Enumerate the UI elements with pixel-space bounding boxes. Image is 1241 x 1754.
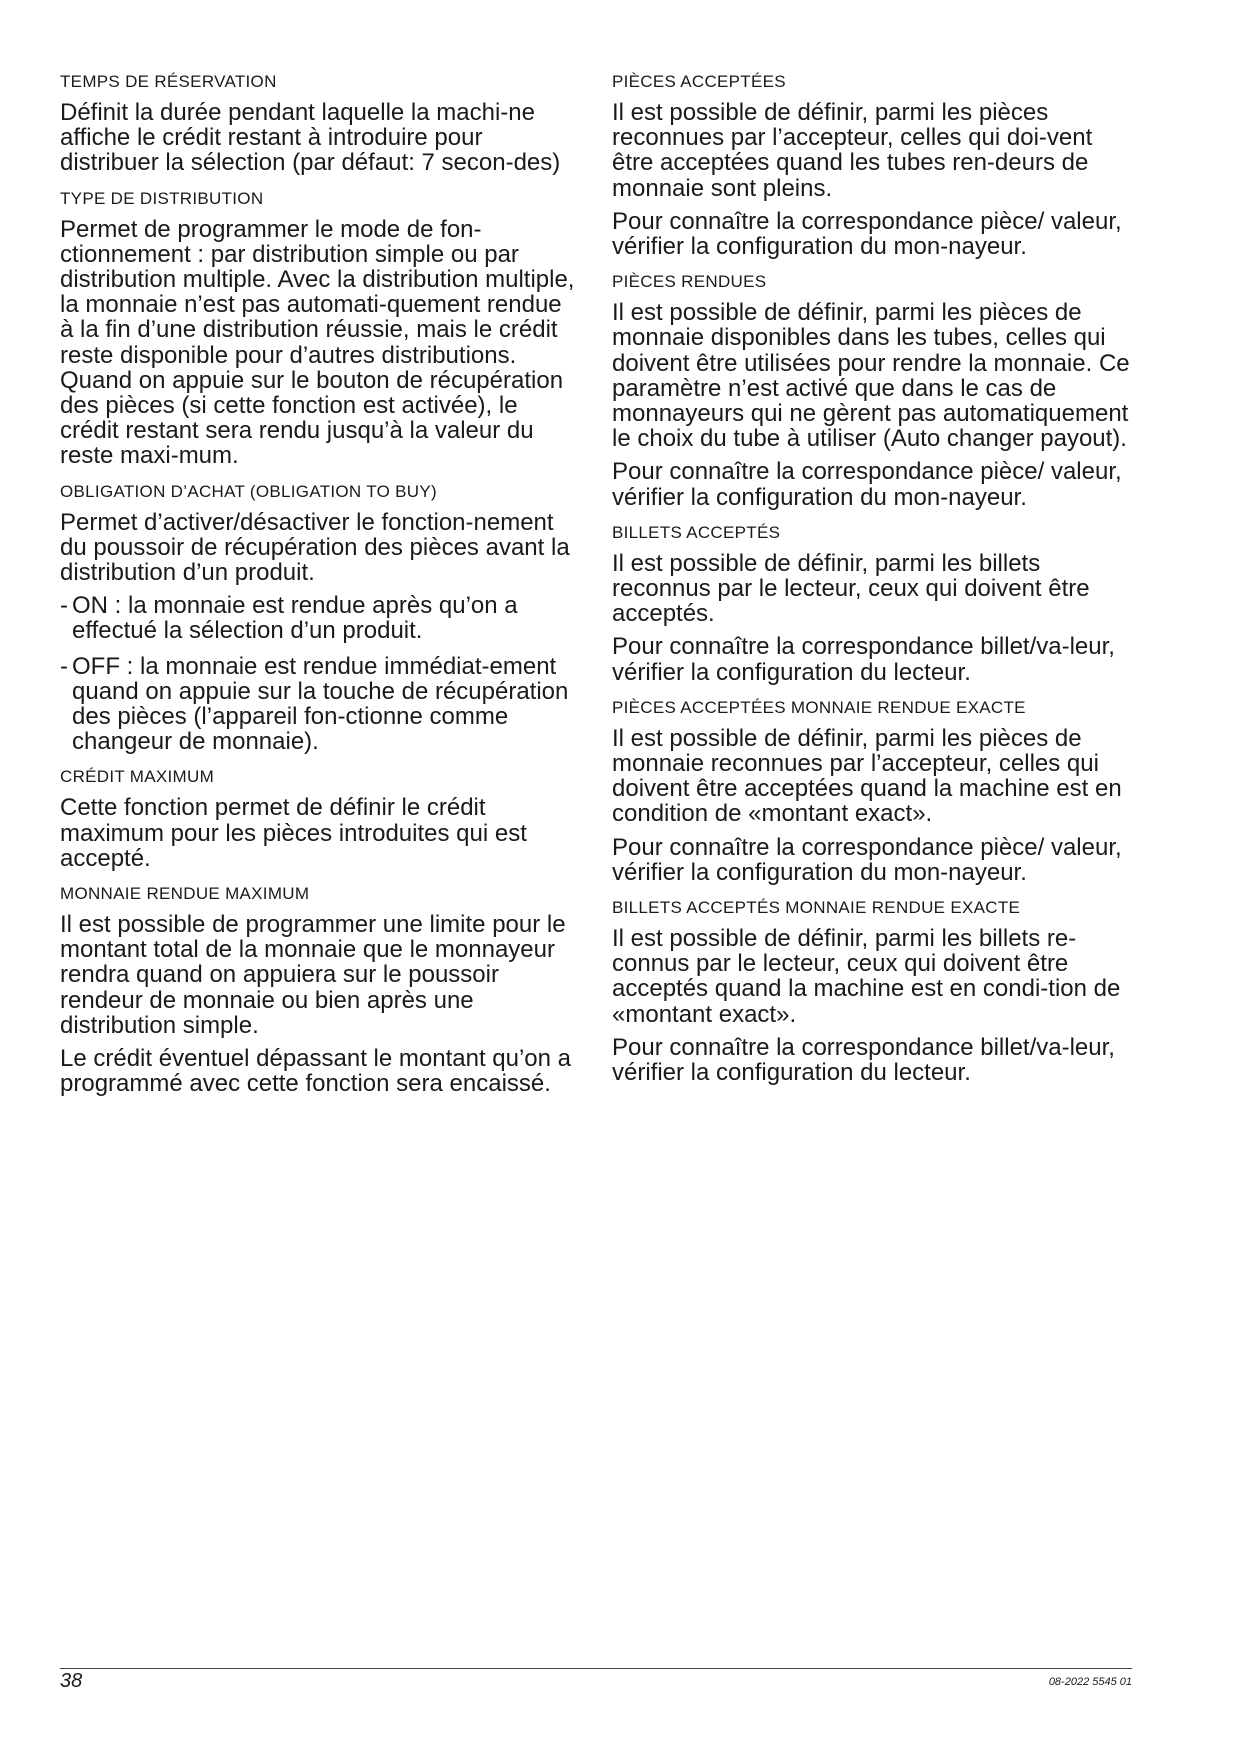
bullet-text: ON : la monnaie est rendue après qu’on a effectué la sélection d’un produit. xyxy=(72,592,518,645)
section-heading: PIÈCES ACCEPTÉES xyxy=(612,72,786,91)
section-heading: PIÈCES ACCEPTÉES MONNAIE RENDUE EXACTE xyxy=(612,697,1026,717)
section-paragraph: Pour connaître la correspondance pièce/ valeur, vérifier la configuration du mon-nayeur. xyxy=(612,833,1122,886)
section-heading: TEMPS DE RÉSERVATION xyxy=(60,72,277,91)
section-paragraph: Il est possible de définir, parmi les pièces de monnaie reconnues par l’accepteur, celles qui doivent être acceptées quand la machine est en condition de «montant exact». xyxy=(612,724,1122,828)
section-paragraph: Pour connaître la correspondance pièce/ valeur, vérifier la configuration du mon-nayeur. xyxy=(612,207,1122,261)
section-credit-maximum xyxy=(60,767,575,871)
footer-divider xyxy=(60,1668,1132,1669)
section-paragraph: Définit la durée pendant laquelle la machi-ne affiche le crédit restant à introduire pour distribuer la sélection (par défaut: 7 secon-des) xyxy=(60,99,561,177)
section-paragraph: Il est possible de programmer une limite pour le montant total de la monnaie que le monnayeur rendra quand on appuiera sur le poussoir rendeur de monnaie ou bien après une distribution simple. xyxy=(60,911,566,1039)
bullet-item-on xyxy=(60,593,575,643)
section-temps-de-reservation xyxy=(60,72,575,176)
left-column xyxy=(60,72,575,1105)
section-paragraph: Il est possible de définir, parmi les pièces reconnues par l’accepteur, celles qui doi-vent être acceptées quand les tubes ren-deurs de monnaie sont pleins. xyxy=(612,99,1093,202)
section-paragraph: Pour connaître la correspondance pièce/ valeur, vérifier la configuration du mon-nayeur. xyxy=(612,458,1122,511)
section-paragraph: Il est possible de définir, parmi les billets reconnus par le lecteur, ceux qui doivent être acceptés. xyxy=(612,549,1090,628)
section-heading: PIÈCES RENDUES xyxy=(612,272,767,292)
page-number: 38 xyxy=(60,1670,83,1692)
section-pieces-acceptees xyxy=(612,72,1132,259)
section-heading: CRÉDIT MAXIMUM xyxy=(60,767,215,787)
section-obligation-achat xyxy=(60,482,575,755)
bullet-dash: - xyxy=(60,592,68,620)
section-paragraph: Pour connaître la correspondance billet/va-leur, vérifier la configuration du lecteur. xyxy=(612,1033,1115,1087)
bullet-text: OFF : la monnaie est rendue immédiat-ement quand on appuie sur la touche de récupération des pièces (l’appareil fon-ctionne comme changeur de monnaie). xyxy=(72,652,569,756)
section-paragraph: Cette fonction permet de définir le crédit maximum pour les pièces introduites qui est accepté. xyxy=(60,794,527,872)
section-pieces-rendues xyxy=(612,272,1132,510)
section-heading: BILLETS ACCEPTÉS MONNAIE RENDUE EXACTE xyxy=(612,898,1021,918)
section-type-de-distribution xyxy=(60,189,575,469)
section-heading: BILLETS ACCEPTÉS xyxy=(612,522,781,542)
right-column xyxy=(612,72,1132,1093)
document-code: 08-2022 5545 01 xyxy=(1048,1676,1132,1688)
bullet-item-off xyxy=(60,654,575,755)
section-paragraph: Le crédit éventuel dépassant le montant qu’on a programmé avec cette fonction sera encaissé. xyxy=(60,1045,572,1098)
section-heading: TYPE DE DISTRIBUTION xyxy=(60,188,264,208)
section-heading: MONNAIE RENDUE MAXIMUM xyxy=(60,884,310,904)
section-pieces-acceptees-exacte xyxy=(612,698,1132,885)
section-paragraph: Permet de programmer le mode de fon-ctionnement : par distribution simple ou par distribution multiple. Avec la distribution multiple, la monnaie n’est pas automati-quement rendue à la fin d’une distribution réussie, mais le crédit reste disponible pour d’autres distributions. Quand on appuie sur le bouton de récupération des pièces (si cette fonction est activée), le crédit restant sera rendu jusqu’à la valeur du reste maxi-mum. xyxy=(60,215,575,470)
section-monnaie-rendue-maximum xyxy=(60,884,575,1096)
section-billets-acceptes xyxy=(612,523,1132,685)
section-billets-acceptes-exacte xyxy=(612,898,1132,1085)
section-paragraph: Il est possible de définir, parmi les pièces de monnaie disponibles dans les tubes, celles qui doivent être utilisées pour rendre la monnaie. Ce paramètre n’est activé que dans le cas de monnayeurs qui ne gèrent pas automatiquement le choix du tube à utiliser (Auto changer payout). xyxy=(612,299,1130,453)
section-paragraph: Permet d’activer/désactiver le fonction-nement du poussoir de récupération des pièces avant la distribution d’un produit. xyxy=(60,508,570,587)
section-paragraph: Pour connaître la correspondance billet/va-leur, vérifier la configuration du lecteur. xyxy=(612,633,1115,686)
bullet-dash: - xyxy=(60,652,68,680)
section-paragraph: Il est possible de définir, parmi les billets re-connus par le lecteur, ceux qui doivent être acceptés quand la machine est en condi-tion de «montant exact». xyxy=(612,925,1121,1028)
section-heading: OBLIGATION D’ACHAT (OBLIGATION TO BUY) xyxy=(60,481,437,501)
